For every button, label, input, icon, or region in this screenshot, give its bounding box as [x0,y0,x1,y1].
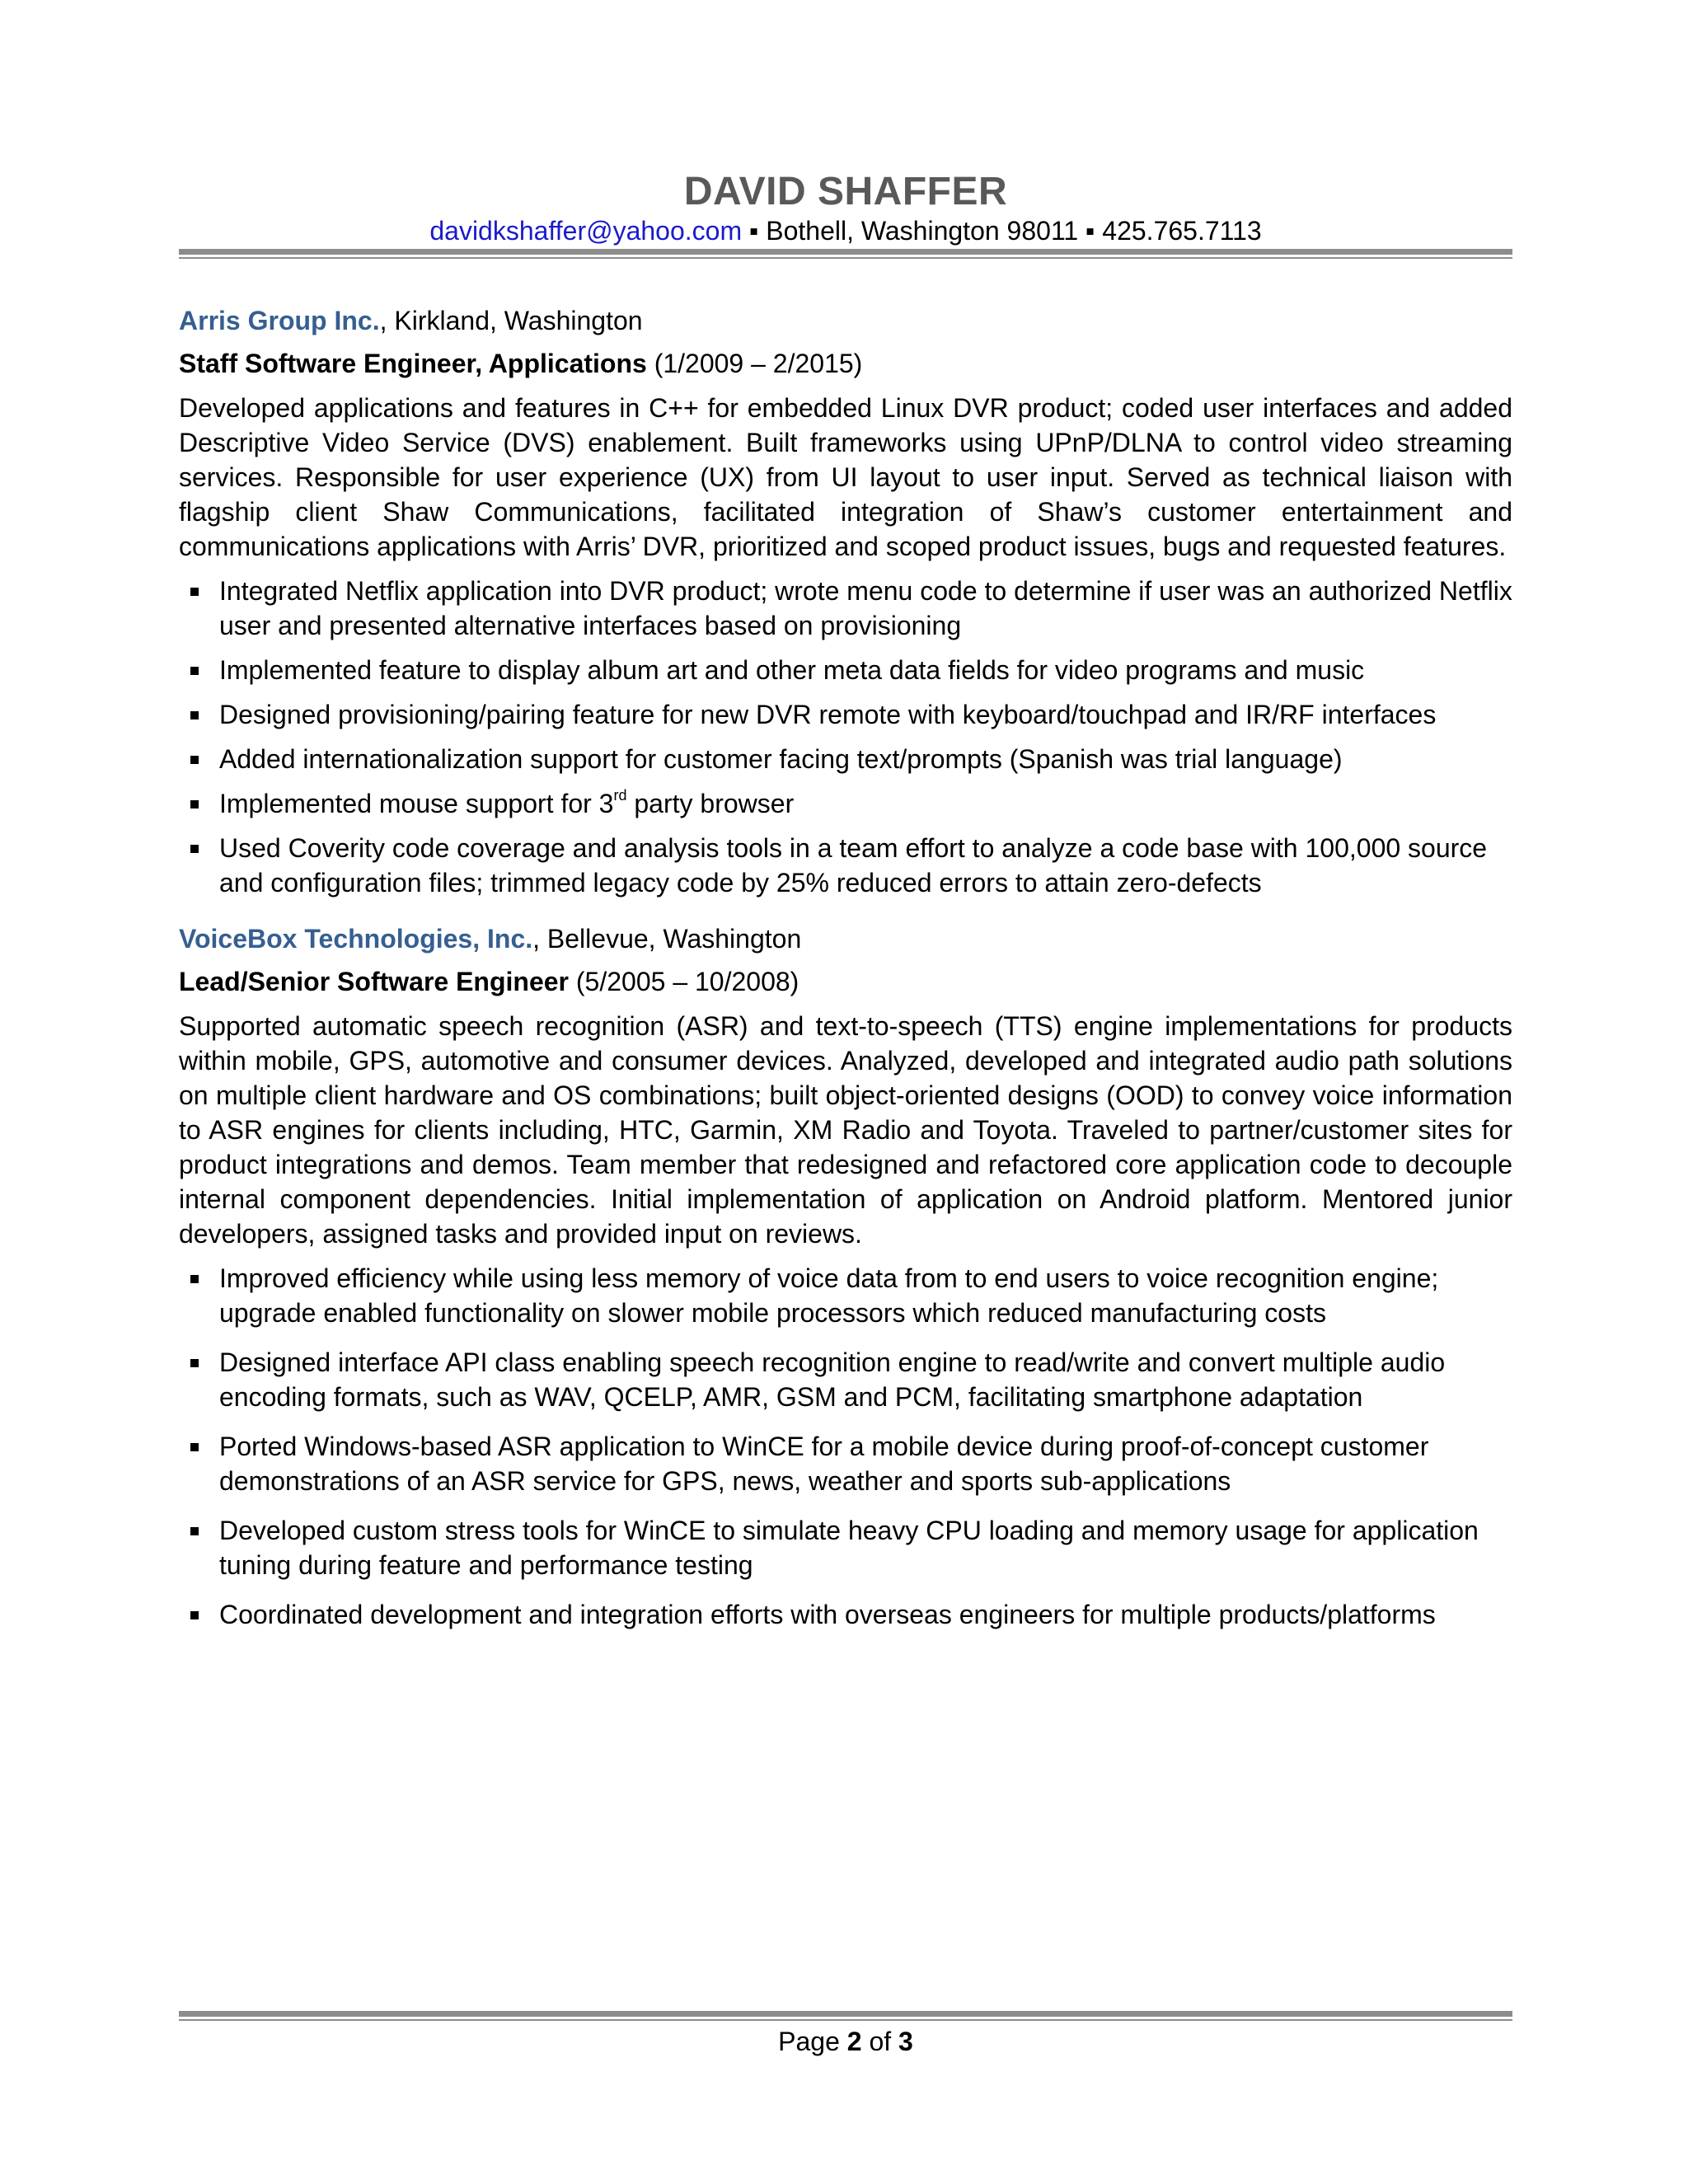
list-item [179,1597,1512,1632]
contact-location: Bothell, Washington 98011 [766,216,1079,246]
page-footer [179,2024,1512,2059]
square-bullet-icon [190,1527,199,1535]
square-bullet-icon [190,1275,199,1283]
job-entry [179,921,1512,1632]
square-bullet-icon [190,588,199,596]
square-bullet-icon [190,1443,199,1451]
candidate-name: DAVID SHAFFER [683,170,1008,213]
square-bullet-icon [190,711,199,719]
list-item [179,1261,1512,1330]
list-item [179,1345,1512,1414]
bullet-text: Used Coverity code coverage and analysis tools in a team effort to analyze a code base with 100,000 source and configuration files; trimmed legacy code by 25% reduced errors to attain zero-defects [219,833,1488,898]
square-bullet-icon [190,800,199,808]
experience-section [179,303,1512,1647]
page-of-label: of [861,2027,899,2056]
company-line [179,921,1512,956]
company-location: , Bellevue, Washington [532,924,802,954]
list-item [179,653,1512,687]
page-label: Page [778,2027,847,2056]
bullet-text: Designed interface API class enabling speech recognition engine to read/write and convert multiple audio encoding formats, such as WAV, QCELP, AMR, GSM and PCM, facilitating smartphone adaptation [219,1347,1446,1412]
square-bullet-icon [190,667,199,675]
square-bullet-icon [190,756,199,764]
bullet-text: Coordinated development and integration efforts with overseas engineers for multiple products/platforms [219,1600,1436,1629]
job-entry [179,303,1512,900]
job-dates: (1/2009 – 2/2015) [646,349,863,378]
total-page-count: 3 [898,2027,913,2056]
contact-separator: ▪ [742,216,767,246]
job-bullet-list [179,574,1512,900]
company-name: VoiceBox Technologies, Inc. [179,924,533,954]
bullet-text: Implemented mouse support for 3rd party browser [219,787,795,818]
email-link[interactable]: davidkshaffer@yahoo.com [429,216,743,246]
square-bullet-icon [190,845,199,853]
job-dates: (5/2005 – 10/2008) [569,967,799,996]
contact-phone: 425.765.7113 [1102,216,1262,246]
company-line [179,303,1512,338]
title-line [179,964,1512,999]
bullet-text: Added internationalization support for customer facing text/prompts (Spanish was trial language) [219,744,1343,774]
bullet-text: Developed custom stress tools for WinCE to simulate heavy CPU loading and memory usage for application tuning during feature and performance testing [219,1516,1479,1580]
bullet-text: Integrated Netflix application into DVR product; wrote menu code to determine if user was an authorized Netflix user and presented alternative interfaces based on provisioning [219,576,1512,640]
bullet-text: Implemented feature to display album art and other meta data fields for video programs and music [219,655,1365,685]
current-page-number: 2 [846,2027,862,2056]
footer-divider [179,2011,1512,2021]
job-description: Developed applications and features in C++ for embedded Linux DVR product; coded user interfaces and added Descriptive Video Service (DVS) enablement. Built frameworks using UPnP/DLNA to control video streaming services. Responsible for user experience (UX) from UI layout to user input. Served as technical liaison with flagship client Shaw Communications, facilitated integration of Shaw’s customer entertainment and communications applications with Arris’ DVR, prioritized and scoped product issues, bugs and requested features. [179,393,1512,561]
resume-header [179,168,1512,247]
square-bullet-icon [190,1611,199,1619]
resume-page [179,0,1512,2184]
list-item [179,742,1512,776]
bullet-text: Ported Windows-based ASR application to WinCE for a mobile device during proof-of-concept customer demonstrations of an ASR service for GPS, news, weather and sports sub-applications [219,1432,1429,1496]
bullet-text: Designed provisioning/pairing feature for new DVR remote with keyboard/touchpad and IR/RF interfaces [219,700,1437,729]
contact-line [179,214,1512,247]
list-item [179,831,1512,900]
square-bullet-icon [190,1359,199,1367]
list-item [179,697,1512,732]
list-item [179,786,1512,821]
company-name: Arris Group Inc. [179,306,380,335]
job-description: Supported automatic speech recognition (ASR) and text-to-speech (TTS) engine implementations for products within mobile, GPS, automotive and consumer devices. Analyzed, developed and integrated audio path solutions on multiple client hardware and OS combinations; built object-oriented designs (OOD) to convey voice information to ASR engines for clients including, HTC, Garmin, XM Radio and Toyota. Traveled to partner/customer sites for product integrations and demos. Team member that redesigned and refactored core application code to decouple internal component dependencies. Initial implementation of application on Android platform. Mentored junior developers, assigned tasks and provided input on reviews. [179,1011,1512,1249]
list-item [179,574,1512,643]
list-item [179,1429,1512,1498]
list-item [179,1513,1512,1582]
bullet-text: Improved efficiency while using less memory of voice data from to end users to voice recognition engine; upgrade enabled functionality on slower mobile processors which reduced manufacturing costs [219,1263,1439,1328]
job-title: Lead/Senior Software Engineer [179,967,569,996]
header-divider [179,249,1512,259]
title-line [179,346,1512,381]
job-title: Staff Software Engineer, Applications [179,349,647,378]
job-bullet-list [179,1261,1512,1632]
contact-separator: ▪ [1078,216,1103,246]
company-location: , Kirkland, Washington [379,306,643,335]
